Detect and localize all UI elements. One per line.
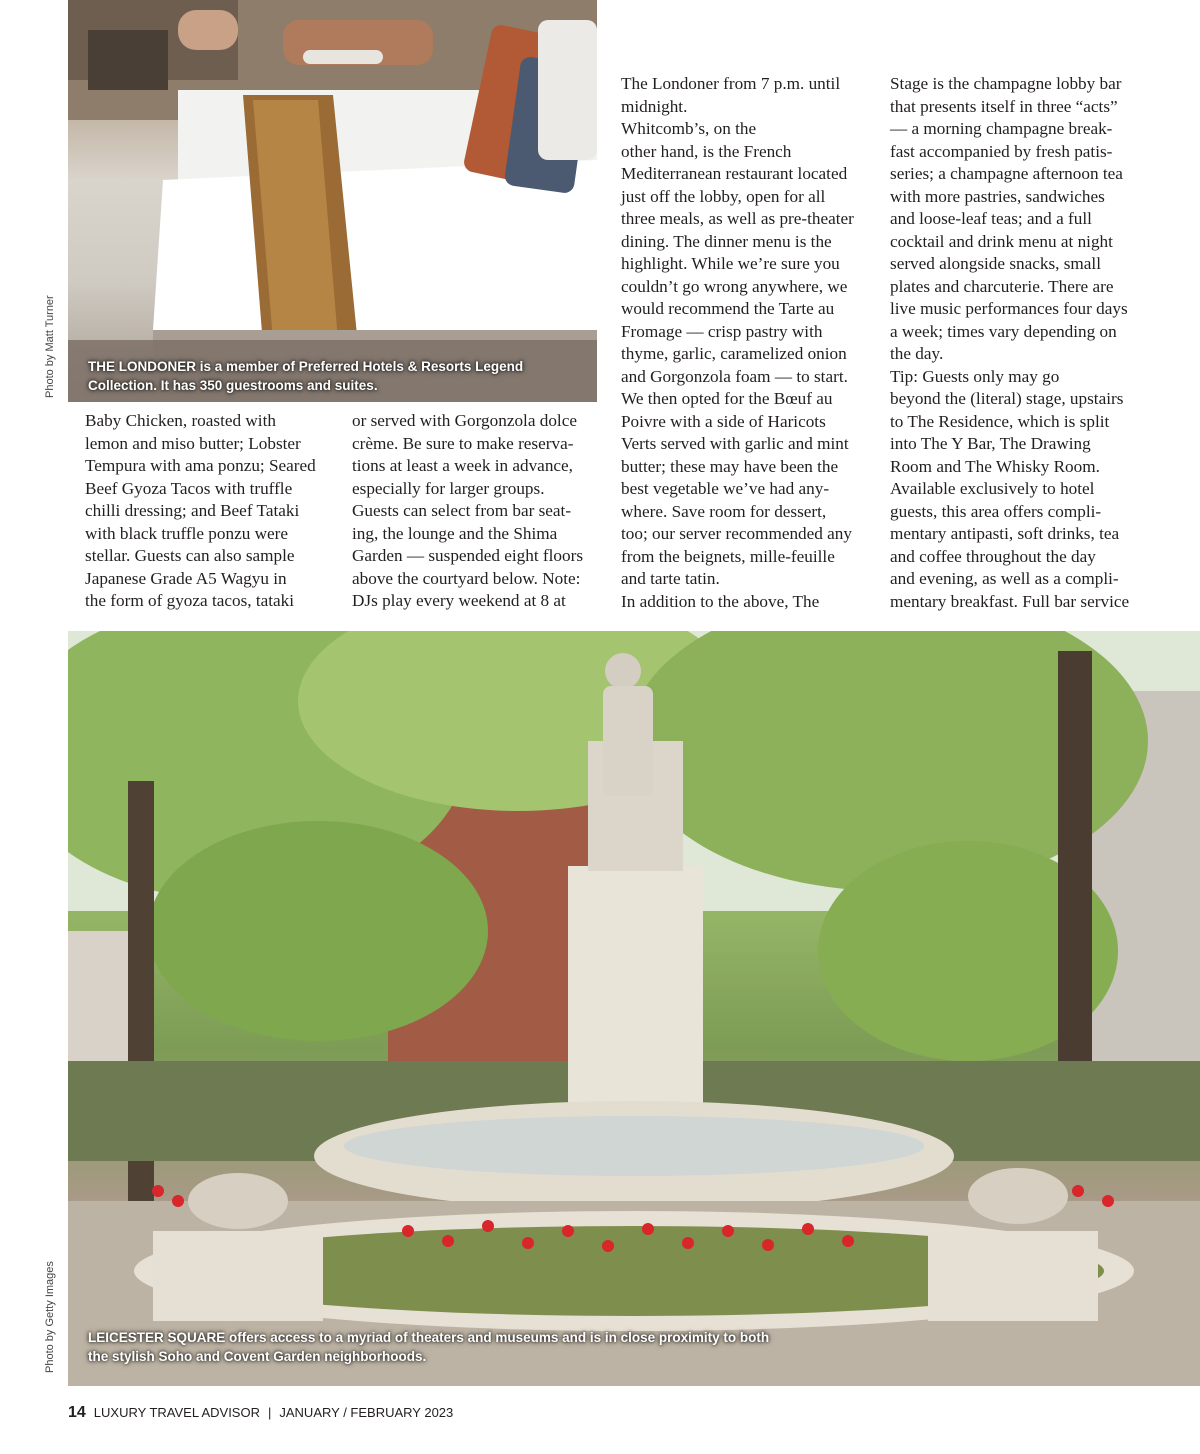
leicester-square-illustration <box>68 631 1200 1386</box>
leicester-square-caption: LEICESTER SQUARE offers access to a myriad of theaters and museums and is in close proximity to both the stylish Soho and Covent Garden neighborhoods. <box>88 1330 770 1364</box>
article-column-3: The Londoner from 7 p.m. until midnight. Whitcomb’s, on the other hand, is the French Mediterranean restaurant located just off the lobby, open for all three meals, as well as pre-theater dining. The dinner menu is the highlight. While we’re sure you couldn’t go wrong anywhere, we would recommend the Tarte au Fromage — crisp pastry with thyme, garlic, caramelized onion and Gorgonzola foam — to start. We then opted for the Bœuf au Poivre with a side of Haricots Verts served with garlic and mint butter; these may have been the best vegetable we’ve had any- where. Save room for dessert, too; our server recommended any from the beignets, mille-feuille and tarte tatin. In addition to the above, The <box>621 74 854 611</box>
photo-credit-bottom-text: Photo by Getty Images <box>44 1261 56 1373</box>
article-column-4: Stage is the champagne lobby bar that presents itself in three “acts” — a morning champagne break- fast accompanied by fresh patis- series; a champagne afternoon tea with more pastries, sandwiches and loose-leaf teas; and a full cocktail and drink menu at night served alongside snacks, small plates and charcuterie. There are live music performances four days a week; times vary depending on the day. Tip: Guests only may go beyond the (literal) stage, upstairs to The Residence, which is split into The Y Bar, The Drawing Room and The Whisky Room. Available exclusively to hotel guests, this area offers compli- mentary antipasti, soft drinks, tea and coffee throughout the day and evening, as well as a compli- mentary breakfast. Full bar service <box>890 74 1130 611</box>
photo-credit-top <box>44 290 64 410</box>
article-column-2: or served with Gorgonzola dolce crème. Be sure to make reserva- tions at least a week in advance, especially for larger groups. Guests can select from bar seat- ing, the lounge and the Shima Garden — suspended eight floors above the courtyard below. Note: DJs play every weekend at 8 at <box>352 411 584 610</box>
leicester-square-photo <box>68 631 1200 1386</box>
page-footer <box>68 1404 453 1426</box>
page-number: 14 <box>68 1404 86 1421</box>
photo-credit-top-text: Photo by Matt Turner <box>44 295 56 398</box>
hotel-room-caption: THE LONDONER is a member of Preferred Hotels & Resorts Legend Collection. It has 350 guestrooms and suites. <box>88 359 524 393</box>
photo-credit-bottom <box>44 1250 64 1385</box>
publication-name: LUXURY TRAVEL ADVISOR <box>93 1405 260 1420</box>
footer-separator: | <box>267 1405 272 1420</box>
article-column-1: Baby Chicken, roasted with lemon and miso butter; Lobster Tempura with ama ponzu; Seared Beef Gyoza Tacos with truffle chilli dressing; and Beef Tataki with black truffle ponzu were stellar. Guests can also sample Japanese Grade A5 Wagyu in the form of gyoza tacos, tataki <box>85 411 316 610</box>
issue-date: JANUARY / FEBRUARY 2023 <box>279 1405 454 1420</box>
hotel-room-illustration <box>68 0 597 402</box>
hotel-room-photo <box>68 0 597 402</box>
